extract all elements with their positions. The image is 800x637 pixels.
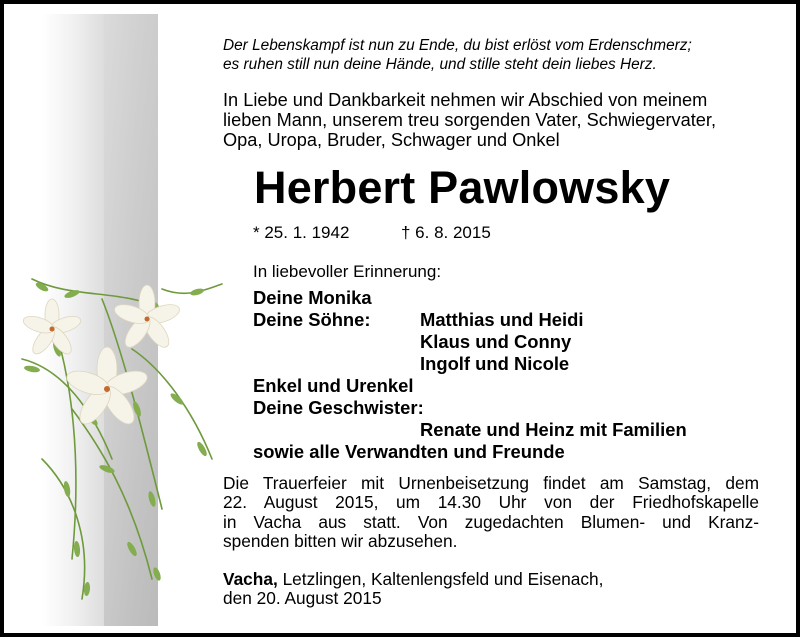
announcement-line: spenden bitten wir abzusehen.: [223, 531, 458, 552]
intro-line: lieben Mann, unserem treu sorgenden Vater, Schwiegervater,: [223, 110, 717, 130]
mourner-grandchildren: Enkel und Urenkel: [253, 375, 414, 396]
mourner-sons-label: Deine Söhne:: [253, 309, 371, 330]
mourner-son: Matthias und Heidi: [420, 309, 584, 330]
issue-date: den 20. August 2015: [223, 588, 382, 609]
announcement-line: Die Trauerfeier mit Urnenbeisetzung findet am Samstag, dem: [223, 473, 759, 493]
motto-line: es ruhen still nun deine Hände, und stille steht dein liebes Herz.: [223, 56, 657, 73]
place-others: Letzlingen, Kaltenlengsfeld und Eisenach,: [277, 569, 604, 589]
announcement-line: 22. August 2015, um 14.30 Uhr von der Friedhofskapelle: [223, 492, 759, 513]
place-and-date: [223, 570, 603, 609]
intro-line: In Liebe und Dankbarkeit nehmen wir Abschied von meinem: [223, 90, 708, 110]
funeral-announcement: [223, 474, 759, 552]
intro-line: Opa, Uropa, Bruder, Schwager und Onkel: [223, 130, 560, 150]
death-date: † 6. 8. 2015: [401, 223, 491, 242]
mourner-son: Ingolf und Nicole: [420, 353, 570, 374]
intro-text: [223, 90, 716, 150]
motto-verse: [223, 36, 692, 74]
memory-heading: In liebevoller Erinnerung:: [253, 262, 442, 281]
deceased-name: Herbert Pawlowsky: [254, 162, 671, 213]
lily-flowers-illustration: [12, 259, 227, 614]
mourner-relatives: sowie alle Verwandten und Freunde: [253, 441, 565, 462]
mourner-son: Klaus und Conny: [420, 331, 572, 352]
places-line: [223, 570, 603, 589]
mourner-siblings: Renate und Heinz mit Familien: [420, 419, 687, 440]
birth-date: * 25. 1. 1942: [253, 223, 350, 242]
mourner-wife: Deine Monika: [253, 287, 372, 308]
place-town: Vacha,: [223, 569, 278, 589]
motto-line: Der Lebenskampf ist nun zu Ende, du bist erlöst vom Erdenschmerz;: [223, 37, 692, 54]
announcement-line: in Vacha aus statt. Von zugedachten Blumen- und Kranz-: [223, 511, 759, 532]
mourner-siblings-label: Deine Geschwister:: [253, 397, 424, 418]
